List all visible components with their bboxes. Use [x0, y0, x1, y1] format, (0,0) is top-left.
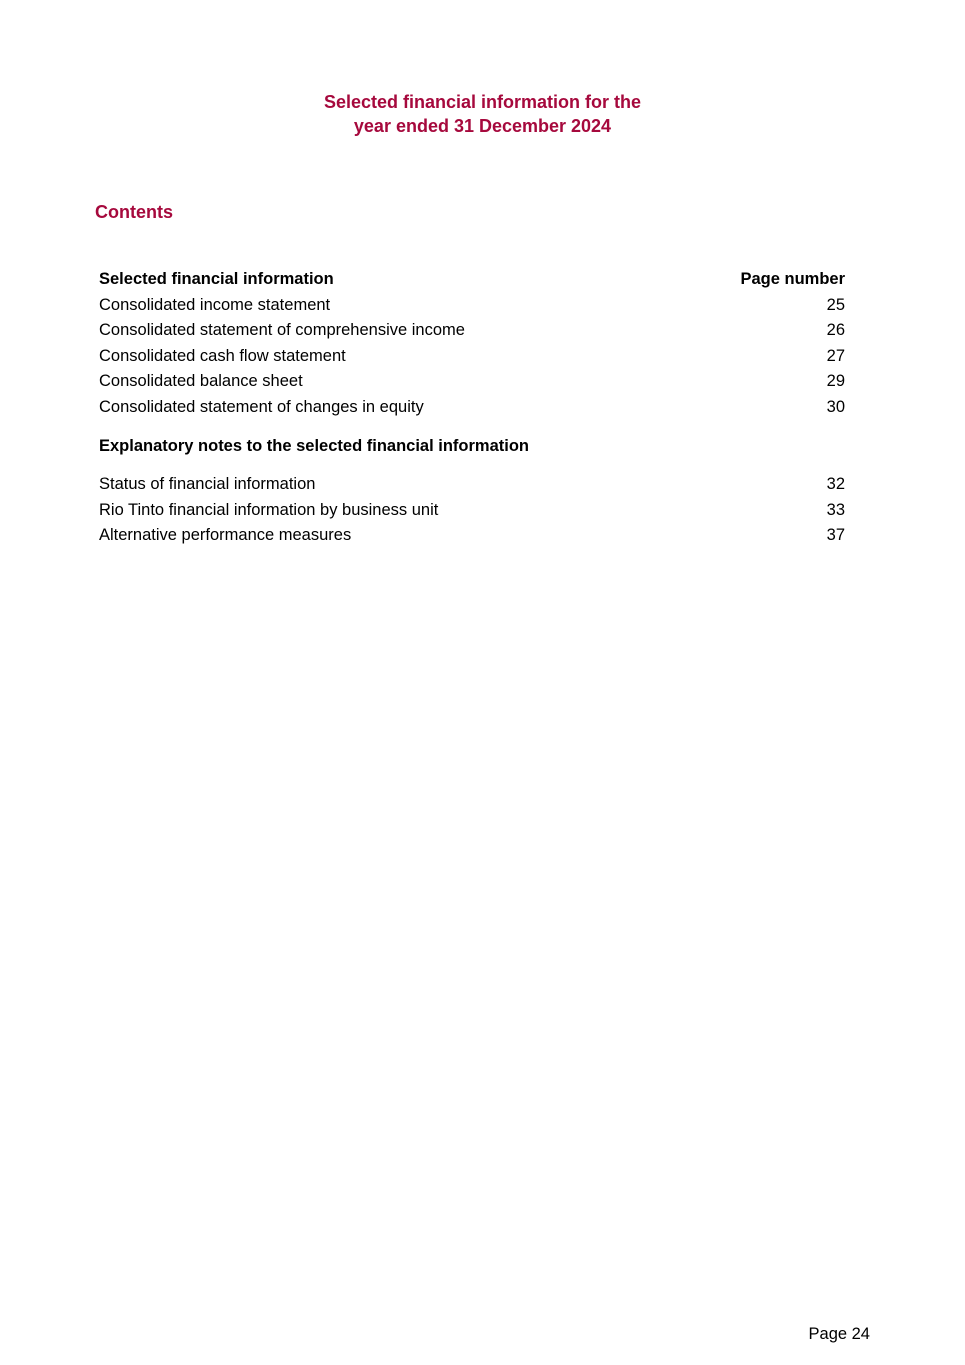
toc-entry-page: 25: [826, 295, 845, 314]
toc-entry[interactable]: [99, 369, 845, 395]
toc-page-number-header: Page number: [740, 270, 845, 288]
toc-entry-page: 37: [826, 526, 845, 545]
document-title-line-1: Selected financial information for the: [323, 92, 642, 112]
toc-entry-label: Consolidated statement of comprehensive income: [99, 321, 465, 340]
toc-entry-page: 32: [826, 475, 845, 494]
toc-entry-label: Consolidated statement of changes in equity: [99, 397, 424, 416]
toc-entry-page: 33: [826, 500, 845, 519]
toc-entry[interactable]: [99, 344, 845, 370]
toc-entry[interactable]: [99, 523, 845, 549]
toc-entry-label: Status of financial information: [99, 475, 316, 494]
toc-entry-page: 27: [826, 346, 845, 365]
toc-entry-page: 29: [826, 372, 845, 391]
toc-entry[interactable]: [99, 395, 845, 421]
toc-entry-label: Alternative performance measures: [99, 526, 352, 545]
toc-entry-label: Rio Tinto financial information by business unit: [99, 500, 439, 519]
contents-heading: Contents: [95, 202, 173, 222]
toc-entry[interactable]: [99, 318, 845, 344]
toc-section-title: Selected financial information: [99, 270, 334, 288]
toc-entry-page: 26: [826, 321, 845, 340]
toc-notes-heading: Explanatory notes to the selected financial information: [99, 436, 529, 455]
toc-header-row: [99, 267, 845, 293]
toc-entry[interactable]: [99, 472, 845, 498]
toc-entry-label: Consolidated balance sheet: [99, 372, 303, 391]
table-of-contents: [99, 267, 845, 549]
toc-entry[interactable]: [99, 293, 845, 319]
toc-entry-label: Consolidated income statement: [99, 295, 331, 314]
toc-entry-page: 30: [826, 397, 845, 416]
document-title: [0, 90, 965, 138]
toc-entry[interactable]: [99, 498, 845, 524]
document-title-line-2: year ended 31 December 2024: [353, 116, 612, 136]
page-number-footer: Page 24: [808, 1325, 870, 1343]
toc-entry-label: Consolidated cash flow statement: [99, 346, 346, 365]
